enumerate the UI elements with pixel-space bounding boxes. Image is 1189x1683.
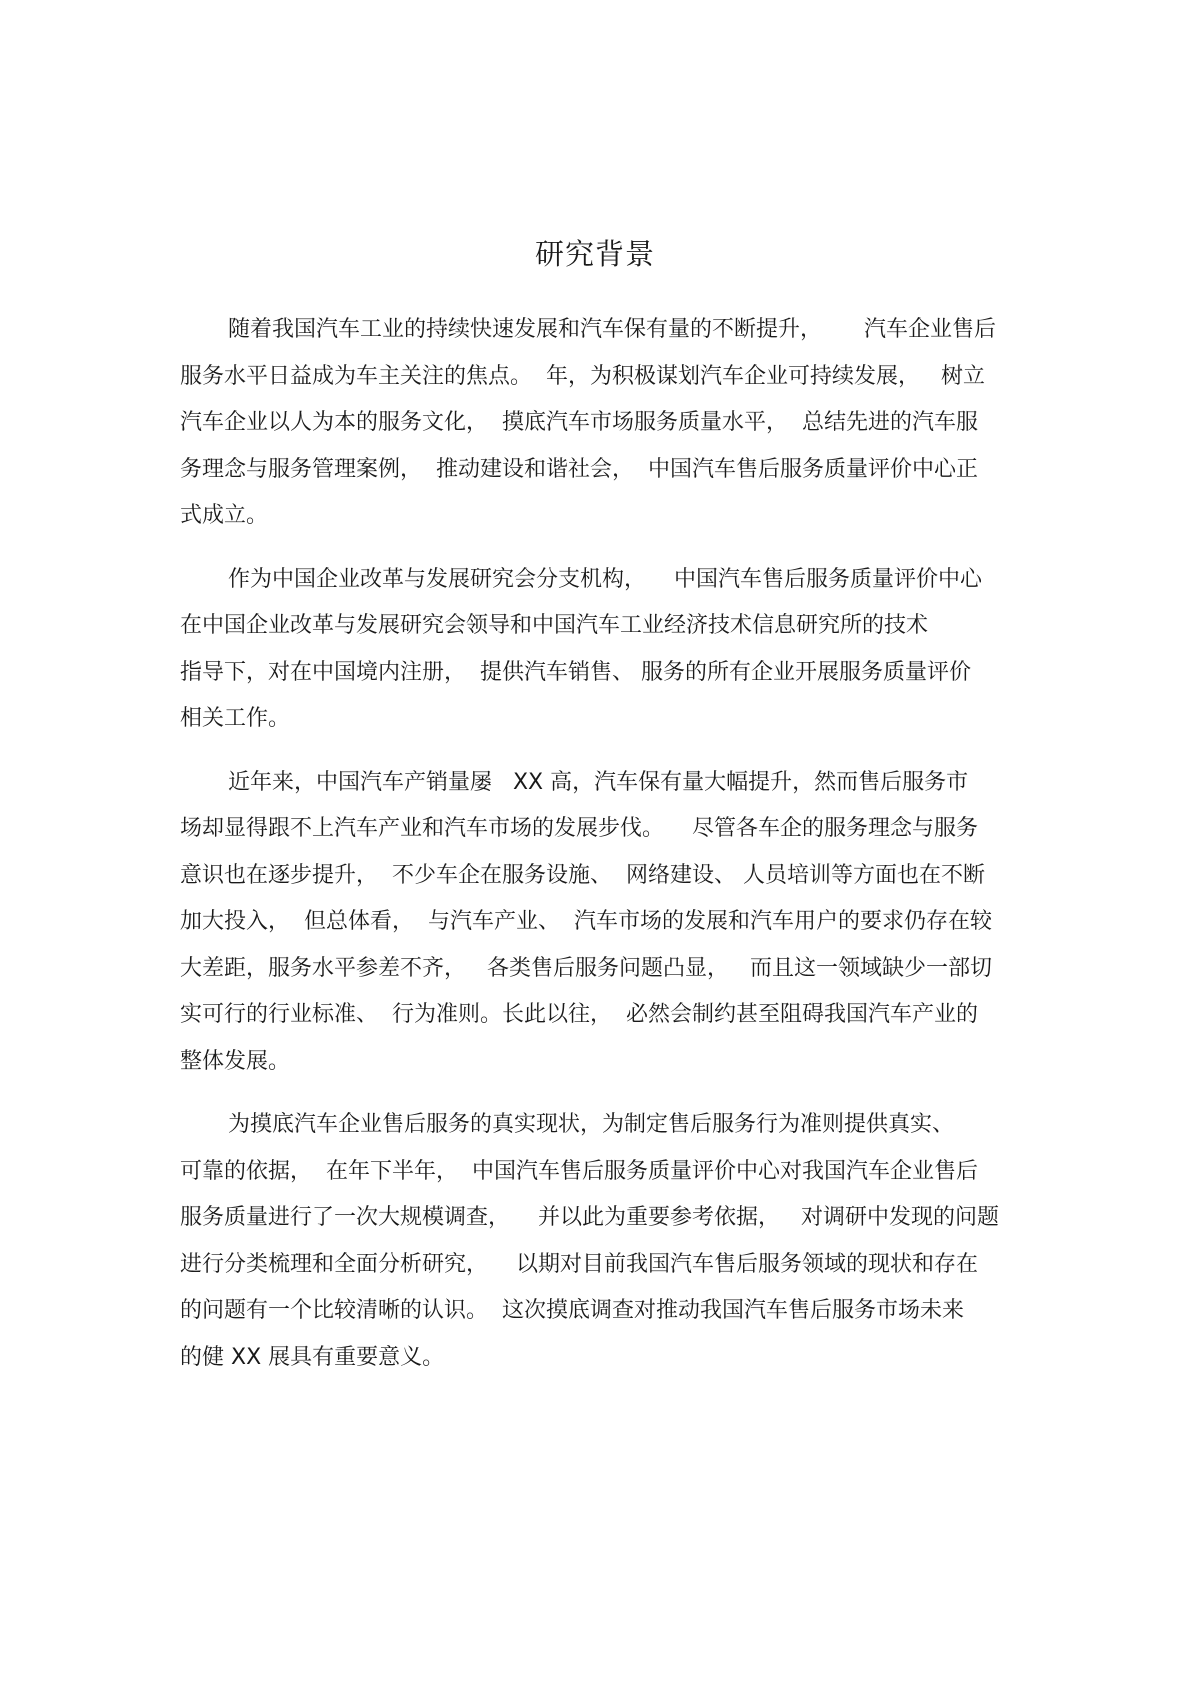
paragraph-line: 大差距，服务水平参差不齐， 各类售后服务问题凸显， 而且这一领域缺少一部切 [180,955,992,981]
paragraph-line: 近年来，中国汽车产销量屡 XX 高，汽车保有量大幅提升，然而售后服务市 [228,769,969,795]
paragraph-line: 式成立。 [180,503,269,528]
paragraph-line: 实可行的行业标准、 行为准则。长此以往， 必然会制约甚至阻碍我国汽车产业的 [180,1002,978,1027]
paragraph-line: 服务质量进行了一次大规模调查， 并以此为重要参考依据， 对调研中发现的问题 [180,1205,999,1230]
paragraph-line: 为摸底汽车企业售后服务的真实现状，为制定售后服务行为准则提供真实、 [228,1112,955,1137]
paragraph-3 [180,760,1010,1086]
paragraph-line: 作为中国企业改革与发展研究会分支机构， 中国汽车售后服务质量评价中心 [228,566,982,592]
paragraph-line: 可靠的依据， 在年下半年， 中国汽车售后服务质量评价中心对我国汽车企业售后 [180,1158,978,1184]
paragraph-2 [180,557,1010,743]
paragraph-line: 加大投入， 但总体看， 与汽车产业、 汽车市场的发展和汽车用户的要求仍存在较 [180,909,992,934]
document-page [180,232,1010,1398]
paragraph-line: 汽车企业以人为本的服务文化， 摸底汽车市场服务质量水平， 总结先进的汽车服 [180,410,978,435]
paragraph-line: 进行分类梳理和全面分析研究， 以期对目前我国汽车售后服务领域的现状和存在 [180,1251,978,1277]
paragraph-line: 的健 XX 展具有重要意义。 [180,1344,445,1370]
paragraph-line: 服务水平日益成为车主关注的焦点。 年，为积极谋划汽车企业可持续发展， 树立 [180,363,985,389]
paragraph-line: 随着我国汽车工业的持续快速发展和汽车保有量的不断提升， 汽车企业售后 [228,317,996,342]
paragraph-line: 意识也在逐步提升， 不少车企在服务设施、 网络建设、 人员培训等方面也在不断 [180,862,985,888]
paragraph-line: 整体发展。 [180,1048,291,1074]
paragraph-line: 指导下，对在中国境内注册， 提供汽车销售、 服务的所有企业开展服务质量评价 [180,659,971,685]
paragraph-4 [180,1102,1010,1381]
document-title: 研究背景 [534,237,655,271]
paragraph-line: 相关工作。 [180,706,291,731]
paragraph-1 [180,307,1010,540]
paragraph-line: 务理念与服务管理案例， 推动建设和谐社会， 中国汽车售后服务质量评价中心正 [180,456,978,482]
paragraph-line: 场却显得跟不上汽车产业和汽车市场的发展步伐。 尽管各车企的服务理念与服务 [180,816,978,841]
paragraph-line: 的问题有一个比较清晰的认识。 这次摸底调查对推动我国汽车售后服务市场未来 [180,1298,964,1323]
paragraph-line: 在中国企业改革与发展研究会领导和中国汽车工业经济技术信息研究所的技术 [180,613,929,638]
